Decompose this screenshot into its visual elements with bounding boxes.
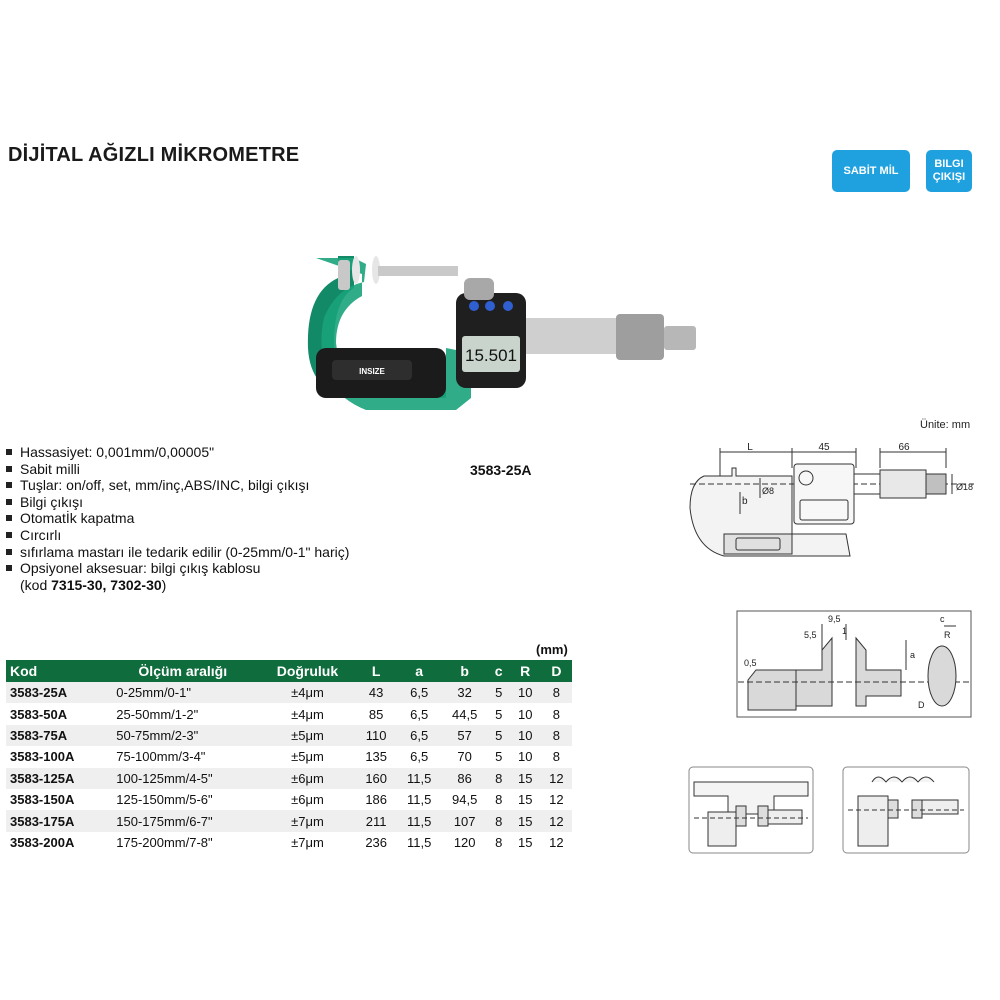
cell-R: 15: [517, 834, 533, 850]
cell-a: 11,5: [406, 792, 432, 808]
table-row: [6, 682, 572, 703]
cell-L: 211: [356, 810, 397, 831]
feature-item: Otomatİk kapatma: [6, 510, 349, 527]
feature-item: Bilgi çıkışı: [6, 494, 349, 511]
cell-range: 150-175mm/6-7": [106, 810, 259, 831]
cell-b: 57: [442, 725, 488, 746]
cell-c: 5: [495, 706, 503, 722]
spec-table: [6, 660, 572, 853]
header-a: a: [397, 660, 442, 682]
dim-R: R: [944, 630, 951, 640]
dim-b: b: [742, 496, 748, 507]
cell-D: 12: [549, 792, 564, 808]
cell-c: 5: [495, 749, 503, 765]
unit-note: Ünite: mm: [920, 419, 971, 431]
table-row: [6, 768, 572, 789]
cell-D: 8: [541, 682, 572, 703]
cell-accuracy: ±5μm: [291, 749, 324, 765]
cell-a: 11,5: [397, 768, 442, 789]
cell-L: 110: [356, 725, 397, 746]
cell-a: 6,5: [410, 749, 429, 765]
cell-a: 11,5: [406, 834, 432, 850]
dim-1: 1: [842, 626, 848, 636]
dim-66: 66: [898, 442, 910, 453]
cell-R: 15: [510, 810, 541, 831]
cell-R: 15: [510, 768, 541, 789]
cell-D: 12: [541, 768, 572, 789]
header-accuracy: Doğruluk: [259, 660, 355, 682]
feature-item: Opsiyonel aksesuar: bilgi çıkış kablosu: [6, 560, 349, 577]
cell-b: 44,5: [452, 706, 478, 722]
table-row: [6, 832, 572, 853]
cell-code: 3583-200A: [10, 834, 75, 850]
feature-list: [6, 444, 349, 593]
header-b: b: [442, 660, 488, 682]
cell-code: 3583-50A: [10, 706, 68, 722]
data-output-badge: [926, 150, 972, 192]
brand-logo-text: INSIZE: [359, 367, 385, 376]
cell-c: 8: [488, 768, 510, 789]
lcd-display-value: 15.501: [465, 346, 517, 365]
cell-D: 8: [552, 706, 560, 722]
cell-c: 5: [488, 682, 510, 703]
cell-range: 50-75mm/2-3": [106, 725, 259, 746]
application-sketch-groove: [688, 766, 814, 854]
micrometer-photo: [276, 248, 706, 428]
table-unit-label: (mm): [536, 642, 568, 657]
cell-range: 100-125mm/4-5": [106, 768, 259, 789]
table-row: [6, 789, 572, 810]
cell-code: 3583-100A: [10, 749, 75, 765]
cell-a: 6,5: [397, 682, 442, 703]
cell-c: 8: [495, 834, 503, 850]
cell-accuracy: ±6μm: [291, 792, 324, 808]
feature-item: Hassasiyet: 0,001mm/0,00005": [6, 444, 349, 461]
dim-L: L: [747, 442, 753, 453]
cell-b: 107: [442, 810, 488, 831]
cell-accuracy: ±4μm: [291, 706, 324, 722]
cell-b: 70: [457, 749, 472, 765]
cell-c: 5: [488, 725, 510, 746]
cell-code: 3583-150A: [10, 792, 75, 808]
header-R: R: [510, 660, 541, 682]
cell-a: 11,5: [397, 810, 442, 831]
feature-note-suffix: ): [161, 576, 167, 593]
page-title: DİJİTAL AĞIZLI MİKROMETRE: [8, 144, 300, 166]
cell-R: 10: [517, 706, 533, 722]
table-row: [6, 703, 572, 724]
cell-accuracy: ±7μm: [259, 810, 355, 831]
header-code: Kod: [6, 660, 106, 682]
header-L: L: [356, 660, 397, 682]
accessory-codes: 7315-30, 7302-30: [51, 576, 162, 593]
header-D: D: [541, 660, 572, 682]
dim-5-5: 5,5: [804, 630, 817, 640]
table-row: [6, 746, 572, 767]
dimension-diagram: [684, 438, 984, 570]
model-code: 3583-25A: [470, 462, 532, 478]
cell-b: 32: [442, 682, 488, 703]
cell-b: 86: [442, 768, 488, 789]
cell-L: 236: [365, 834, 388, 850]
cell-range: 175-200mm/7-8": [116, 834, 213, 850]
cell-L: 160: [356, 768, 397, 789]
cell-D: 8: [541, 725, 572, 746]
cell-D: 12: [549, 834, 564, 850]
feature-item: sıfırlama mastarı ile tedarik edilir (0-25mm/0-1" hariç): [6, 544, 349, 561]
cell-R: 15: [517, 792, 533, 808]
table-row: [6, 810, 572, 831]
feature-item: Tuşlar: on/off, set, mm/inç,ABS/INC, bilgi çıkışı: [6, 477, 349, 494]
cell-c: 8: [488, 810, 510, 831]
data-output-label-line1: BILGI: [934, 158, 964, 170]
cell-L: 43: [356, 682, 397, 703]
cell-code: 3583-125A: [6, 768, 106, 789]
application-sketch-gear: [842, 766, 970, 854]
cell-range: 75-100mm/3-4": [116, 749, 206, 765]
cell-accuracy: ±4μm: [259, 682, 355, 703]
anvil-detail-diagram: [736, 610, 972, 718]
dim-a: a: [910, 650, 916, 660]
fixed-spindle-badge: [832, 150, 910, 192]
feature-item: Sabit milli: [6, 461, 349, 478]
cell-R: 10: [510, 682, 541, 703]
cell-D: 12: [541, 810, 572, 831]
dim-45: 45: [818, 442, 830, 453]
dim-9-5: 9,5: [828, 614, 841, 624]
cell-b: 94,5: [452, 792, 478, 808]
table-header-row: [6, 660, 572, 682]
feature-item: Cırcırlı: [6, 527, 349, 544]
header-c: c: [488, 660, 510, 682]
cell-accuracy: ±5μm: [259, 725, 355, 746]
cell-code: 3583-25A: [6, 682, 106, 703]
cell-accuracy: ±6μm: [259, 768, 355, 789]
header-range: Ölçüm aralığı: [106, 660, 259, 682]
cell-code: 3583-75A: [6, 725, 106, 746]
cell-a: 6,5: [397, 725, 442, 746]
cell-b: 120: [453, 834, 476, 850]
feature-note: [6, 577, 349, 594]
cell-a: 6,5: [410, 706, 429, 722]
cell-range: 125-150mm/5-6": [116, 792, 213, 808]
cell-accuracy: ±7μm: [291, 834, 324, 850]
cell-R: 10: [517, 749, 533, 765]
fixed-spindle-label: SABİT MİL: [843, 164, 899, 177]
cell-L: 186: [365, 792, 388, 808]
cell-code: 3583-175A: [6, 810, 106, 831]
cell-L: 85: [368, 706, 384, 722]
dim-0-5: 0,5: [744, 658, 757, 668]
feature-note-prefix: (kod: [20, 576, 52, 593]
cell-range: 25-50mm/1-2": [116, 706, 199, 722]
cell-c: 8: [495, 792, 503, 808]
dim-D: D: [918, 700, 925, 710]
cell-R: 10: [510, 725, 541, 746]
dim-d18: Ø18: [956, 482, 974, 492]
dim-c: c: [940, 614, 945, 624]
cell-range: 0-25mm/0-1": [106, 682, 259, 703]
dim-d8: Ø8: [762, 486, 775, 496]
data-output-label-line2: ÇIKIŞI: [932, 171, 966, 183]
cell-L: 135: [365, 749, 388, 765]
cell-D: 8: [552, 749, 560, 765]
table-row: [6, 725, 572, 746]
